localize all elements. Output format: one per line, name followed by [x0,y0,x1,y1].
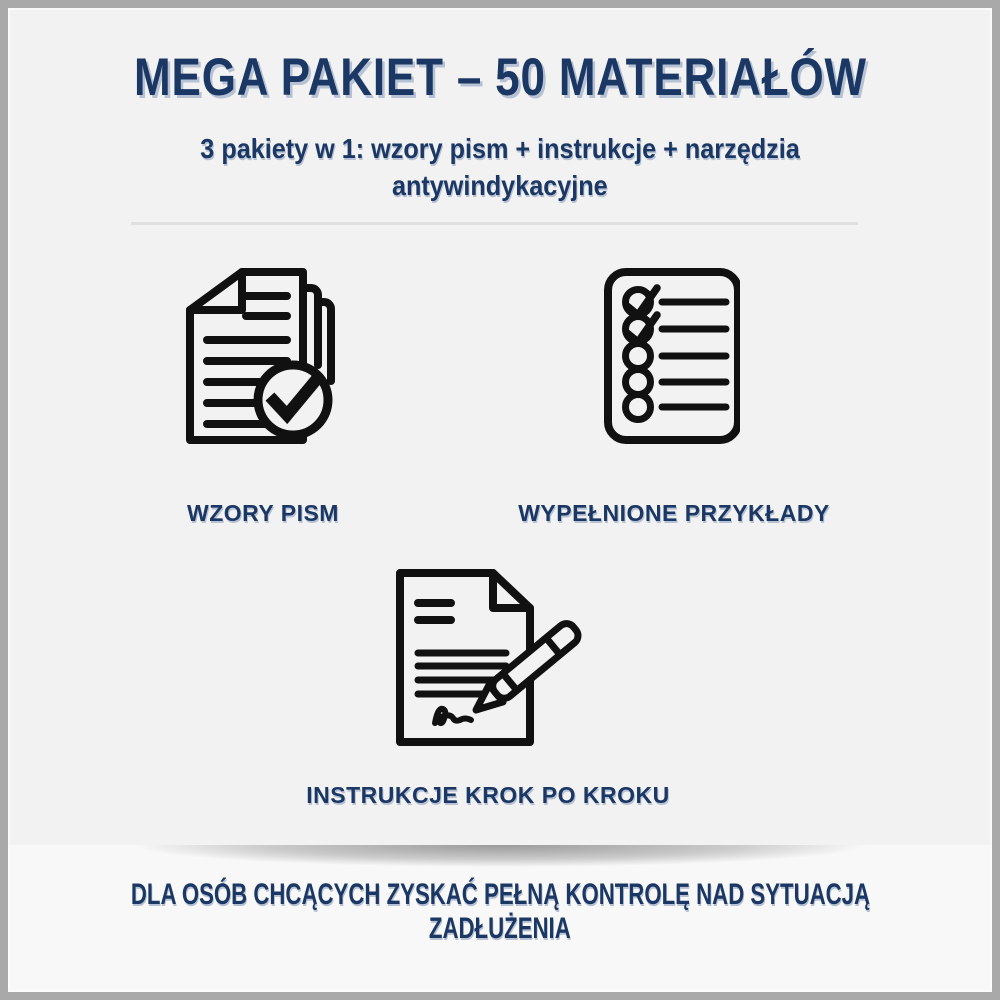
divider [131,222,858,225]
section-shadow [85,845,915,871]
footer-text [0,878,1000,946]
subtitle-line-2: antywindykacyjne [392,170,608,201]
feature-label-wzory-pism: WZORY PISM [187,500,339,526]
page-title-text: MEGA PAKIET – 50 MATERIAŁÓW [133,48,867,107]
feature-label-instrukcje: INSTRUKCJE KROK PO KROKU [306,782,670,808]
page-title [0,50,1000,106]
checklist-icon [600,266,740,446]
subtitle-line-1: 3 pakiety w 1: wzory pism + instrukcje + narzędzia [200,133,800,164]
footer-line-1: DLA OSÓB CHCĄCYCH ZYSKAĆ PEŁNĄ KONTROLĘ NAD SYTUACJĄ [130,878,870,911]
subtitle [0,130,1000,204]
footer-line-2: ZADŁUŻENIA [429,912,571,945]
documents-approved-icon [180,262,350,452]
feature-label-wypelnione-przyklady: WYPEŁNIONE PRZYKŁADY [518,500,830,526]
contract-signing-icon [393,563,583,748]
